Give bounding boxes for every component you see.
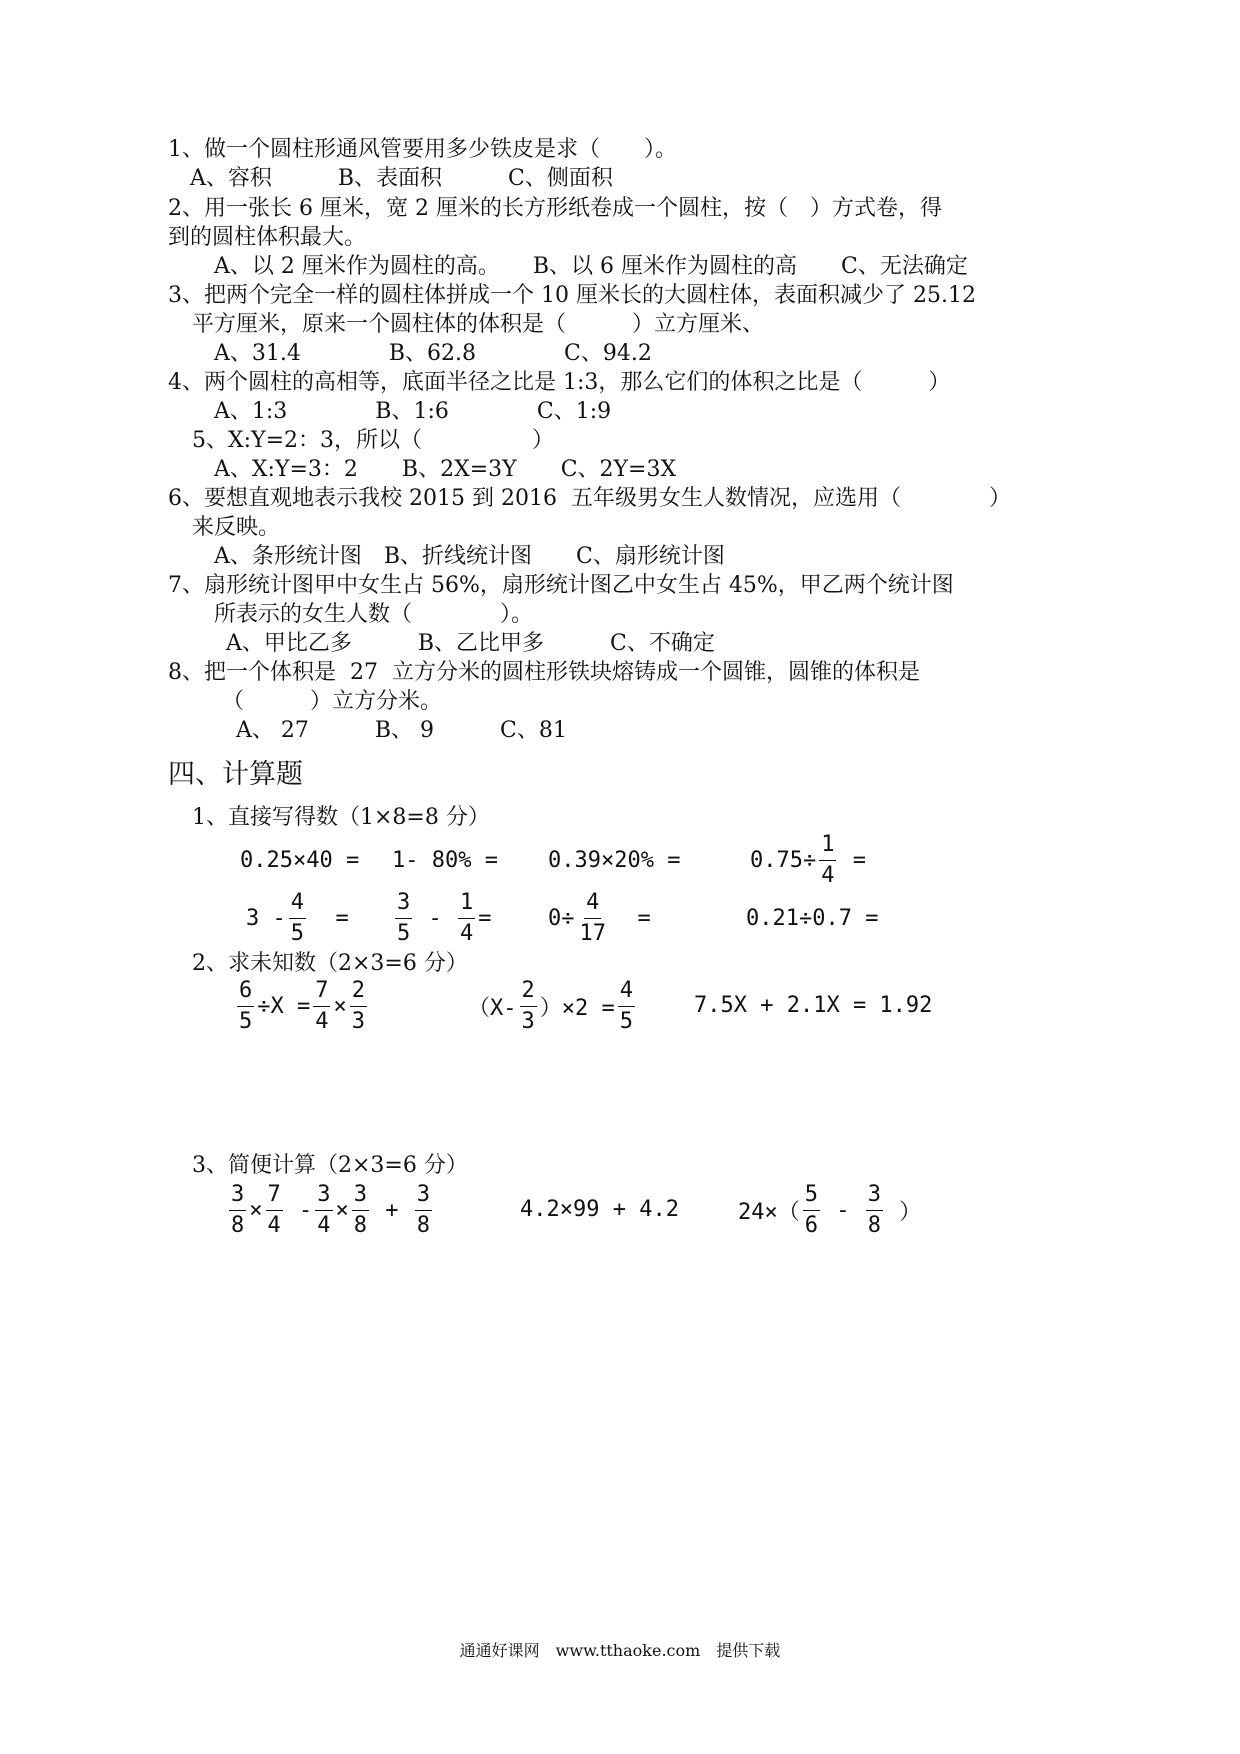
denominator: 6 [804, 1213, 818, 1238]
subsection-simplify-title: 3、简便计算（2×3=6 分） [192, 1153, 468, 1178]
question-options: A、31.4 B、62.8 C、94.2 [214, 341, 652, 366]
fraction [618, 978, 635, 1035]
fraction [415, 1182, 432, 1239]
question-stem-cont: 平方厘米，原来一个圆柱体的体积是（ ）立方厘米、 [192, 312, 765, 337]
expr-text: （X- [468, 996, 517, 1021]
numerator: 7 [313, 978, 330, 1007]
question-options: A、甲比乙多 B、乙比甲多 C、不确定 [226, 631, 715, 656]
fraction [315, 1182, 332, 1239]
expr-text: = [839, 848, 866, 873]
expr-1: 0.25×40 = [240, 847, 360, 873]
numerator: 6 [237, 978, 254, 1007]
expr-text: ） [886, 1200, 922, 1225]
fraction [578, 890, 609, 947]
equation-2 [468, 978, 638, 1035]
subsection-equation-title: 2、求未知数（2×3=6 分） [192, 951, 468, 976]
expr-4 [750, 832, 866, 889]
fraction [866, 1182, 883, 1239]
expr-6 [392, 890, 492, 947]
footer-text: 通通好课网 www.tthaoke.com 提供下载 [459, 1641, 781, 1660]
expr-text: + [372, 1198, 412, 1223]
question-stem-cont: （ ）立方分米。 [222, 689, 443, 714]
expr-text: - [415, 906, 455, 931]
question-stem: 6、要想直观地表示我校 2015 到 2016 五年级男女生人数情况，应选用（ ） [168, 486, 1011, 511]
question-stem: 2、用一张长 6 厘米，宽 2 厘米的长方形纸卷成一个圆柱，按（ ）方式卷，得 [168, 196, 942, 221]
numerator: 3 [229, 1182, 246, 1211]
fraction [352, 1182, 369, 1239]
numerator: 1 [819, 832, 836, 861]
question-options: A、1:3 B、1:6 C、1:9 [214, 399, 612, 424]
numerator: 4 [584, 890, 601, 919]
denominator: 5 [239, 1009, 253, 1034]
expr-text: ÷X = [257, 994, 311, 1019]
simplify-1 [226, 1182, 435, 1239]
expr-text: 24×（ [738, 1200, 800, 1225]
denominator: 3 [521, 1009, 535, 1034]
question-options: A、容积 B、表面积 C、侧面积 [190, 166, 613, 191]
expr-text: - [285, 1198, 313, 1223]
expr-7 [548, 890, 651, 947]
expr-text: = [611, 906, 651, 931]
question-options: A、X:Y=3：2 B、2X=3Y C、2Y=3X [214, 457, 677, 482]
fraction [289, 890, 306, 947]
numerator: 3 [866, 1182, 883, 1211]
numerator: 7 [266, 1182, 283, 1211]
fraction [237, 978, 254, 1035]
question-stem-cont: 来反映。 [192, 515, 281, 540]
question-stem-cont: 到的圆柱体积最大。 [168, 225, 367, 250]
expr-text: × [335, 1198, 349, 1223]
fraction [458, 890, 475, 947]
denominator: 4 [267, 1213, 281, 1238]
question-stem: 4、两个圆柱的高相等，底面半径之比是 1:3，那么它们的体积之比是（ ） [168, 370, 951, 395]
denominator: 5 [619, 1009, 633, 1034]
simplify-2: 4.2×99 + 4.2 [520, 1196, 679, 1222]
section-title: 四、计算题 [168, 759, 303, 790]
fraction [350, 978, 367, 1035]
denominator: 4 [821, 863, 835, 888]
question-options: A、以 2 厘米作为圆柱的高。 B、以 6 厘米作为圆柱的高 C、无法确定 [214, 254, 968, 279]
numerator: 4 [618, 978, 635, 1007]
simplify-3 [738, 1182, 921, 1239]
denominator: 5 [290, 921, 304, 946]
question-stem-cont: 所表示的女生人数（ ）。 [214, 602, 534, 627]
numerator: 2 [350, 978, 367, 1007]
expr-text: = [478, 906, 492, 931]
fraction [819, 832, 836, 889]
equation-1 [234, 978, 370, 1035]
numerator: 3 [352, 1182, 369, 1211]
expr-text: × [333, 994, 347, 1019]
expr-text: 0.75÷ [750, 848, 817, 873]
expr-text: 3 - [246, 906, 286, 931]
expr-text: - [823, 1198, 863, 1223]
numerator: 3 [395, 890, 412, 919]
question-stem: 8、把一个体积是 27 立方分米的圆柱形铁块熔铸成一个圆锥，圆锥的体积是 [168, 660, 920, 685]
denominator: 8 [353, 1213, 367, 1238]
equation-3: 7.5X + 2.1X = 1.92 [694, 992, 933, 1018]
denominator: 5 [397, 921, 411, 946]
expr-text: 0÷ [548, 906, 575, 931]
question-options: A、条形统计图 B、折线统计图 C、扇形统计图 [214, 544, 725, 569]
denominator: 3 [351, 1009, 365, 1034]
question-stem: 1、做一个圆柱形通风管要用多少铁皮是求（ ）。 [168, 137, 677, 162]
expr-text: ）×2 = [539, 996, 615, 1021]
question-stem: 3、把两个完全一样的圆柱体拼成一个 10 厘米长的大圆柱体，表面积减少了 25.12 [168, 283, 976, 308]
numerator: 5 [803, 1182, 820, 1211]
denominator: 4 [460, 921, 474, 946]
numerator: 2 [520, 978, 537, 1007]
fraction [266, 1182, 283, 1239]
denominator: 4 [315, 1009, 329, 1034]
fraction [395, 890, 412, 947]
expr-2: 1- 80% = [392, 847, 498, 873]
expr-text: = [309, 906, 349, 931]
denominator: 8 [231, 1213, 245, 1238]
expr-text: × [249, 1198, 263, 1223]
subsection-direct-title: 1、直接写得数（1×8=8 分） [192, 805, 490, 830]
denominator: 4 [317, 1213, 331, 1238]
numerator: 3 [415, 1182, 432, 1211]
expr-5 [246, 890, 349, 947]
denominator: 8 [867, 1213, 881, 1238]
numerator: 1 [458, 890, 475, 919]
numerator: 4 [289, 890, 306, 919]
fraction [803, 1182, 820, 1239]
denominator: 17 [579, 921, 606, 946]
numerator: 3 [315, 1182, 332, 1211]
fraction [313, 978, 330, 1035]
question-stem: 7、扇形统计图甲中女生占 56%，扇形统计图乙中女生占 45%，甲乙两个统计图 [168, 573, 954, 598]
denominator: 8 [416, 1213, 430, 1238]
question-options: A、 27 B、 9 C、81 [236, 718, 567, 743]
expr-3: 0.39×20% = [548, 847, 681, 873]
fraction [520, 978, 537, 1035]
fraction [229, 1182, 246, 1239]
question-stem: 5、X:Y=2：3，所以（ ） [192, 428, 555, 453]
expr-8: 0.21÷0.7 = [746, 905, 879, 931]
